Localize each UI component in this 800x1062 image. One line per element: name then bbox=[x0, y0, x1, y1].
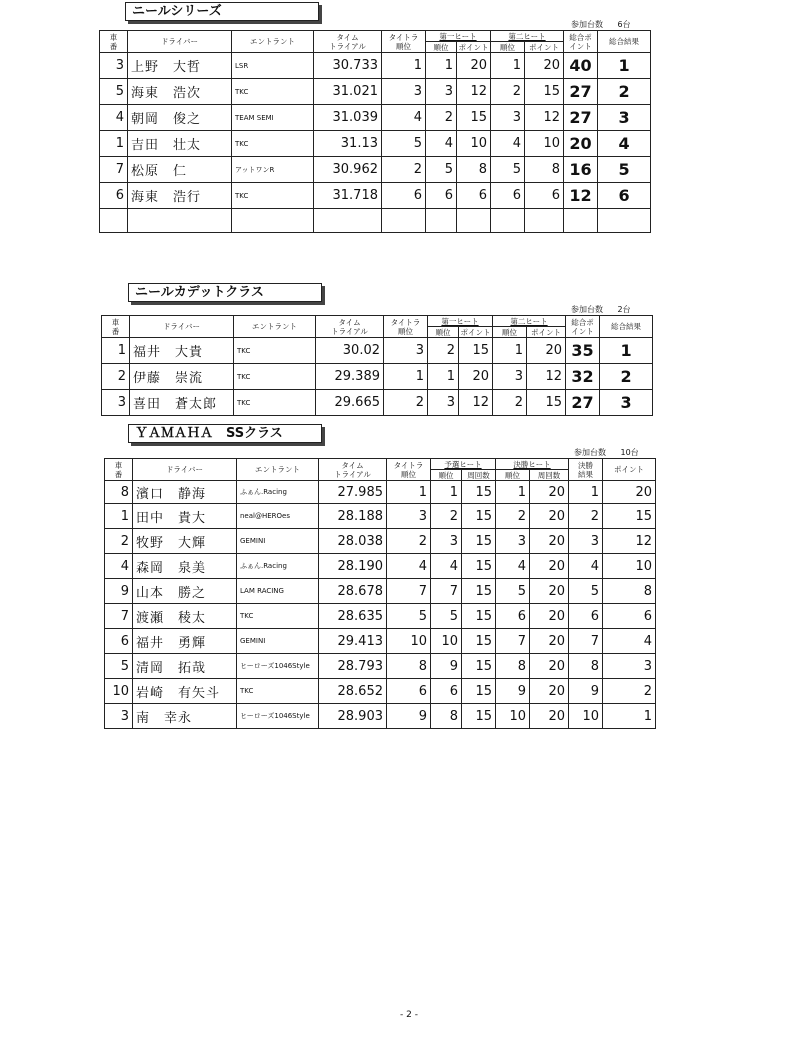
header-heat-2-value: 周回数 bbox=[530, 470, 569, 481]
driver-name-cell: 南 幸永 bbox=[133, 704, 237, 729]
heat-2-rank-cell: 4 bbox=[496, 554, 530, 579]
tt-rank-cell: 5 bbox=[382, 131, 426, 157]
result-cell: 2 bbox=[603, 679, 656, 704]
header-heat-1-value: 周回数 bbox=[462, 470, 496, 481]
empty-cell bbox=[525, 209, 564, 233]
header-car-number: 車 番 bbox=[105, 459, 133, 481]
heat-1-rank-cell: 2 bbox=[426, 105, 457, 131]
table-row bbox=[102, 338, 653, 364]
header-driver: ドライバー bbox=[128, 31, 232, 53]
header-heat-1: 予選ヒート bbox=[431, 459, 496, 470]
heat-1-rank-cell: 8 bbox=[431, 704, 462, 729]
entry-count-value: 10台 bbox=[620, 448, 639, 457]
header-car-number: 車 番 bbox=[100, 31, 128, 53]
heat-1-value-cell: 15 bbox=[462, 529, 496, 554]
table-row bbox=[105, 604, 656, 629]
empty-row bbox=[100, 209, 651, 233]
heat-1-value-cell: 15 bbox=[457, 105, 491, 131]
time-trial-cell: 28.903 bbox=[319, 704, 387, 729]
time-trial-cell: 31.718 bbox=[314, 183, 382, 209]
table-row bbox=[105, 554, 656, 579]
heat-2-rank-cell: 2 bbox=[493, 390, 527, 416]
tt-rank-cell: 3 bbox=[387, 504, 431, 529]
total-cell: 16 bbox=[564, 157, 598, 183]
heat-2-rank-cell: 6 bbox=[496, 604, 530, 629]
header-heat-2: 決勝ヒート bbox=[496, 459, 569, 470]
driver-name-cell: 吉田 壮太 bbox=[128, 131, 232, 157]
entry-count-label: 参加台数 bbox=[574, 448, 606, 457]
car-number-cell: 8 bbox=[105, 481, 133, 504]
header-tt-rank: タイトラ 順位 bbox=[387, 459, 431, 481]
entry-count bbox=[571, 19, 631, 30]
header-heat-1-rank: 順位 bbox=[431, 470, 462, 481]
entry-count-value: 6台 bbox=[617, 20, 631, 29]
total-cell: 4 bbox=[569, 554, 603, 579]
entrant-cell: LAM RACING bbox=[237, 579, 319, 604]
heat-1-rank-cell: 7 bbox=[431, 579, 462, 604]
entrant-cell: GEMINI bbox=[237, 529, 319, 554]
tt-rank-cell: 3 bbox=[384, 338, 428, 364]
car-number-cell: 7 bbox=[100, 157, 128, 183]
car-number-cell: 3 bbox=[100, 53, 128, 79]
tt-rank-cell: 8 bbox=[387, 654, 431, 679]
result-cell: 1 bbox=[598, 53, 651, 79]
header-entrant: エントラント bbox=[234, 316, 316, 338]
entrant-cell: TKC bbox=[237, 604, 319, 629]
empty-cell bbox=[232, 209, 314, 233]
heat-1-value-cell: 15 bbox=[462, 704, 496, 729]
empty-cell bbox=[382, 209, 426, 233]
entry-count-label: 参加台数 bbox=[571, 305, 603, 314]
entry-count bbox=[574, 447, 639, 458]
total-cell: 27 bbox=[564, 79, 598, 105]
entrant-cell: TKC bbox=[234, 338, 316, 364]
tt-rank-cell: 2 bbox=[382, 157, 426, 183]
total-cell: 7 bbox=[569, 629, 603, 654]
time-trial-cell: 30.733 bbox=[314, 53, 382, 79]
driver-name-cell: 海東 浩行 bbox=[128, 183, 232, 209]
heat-2-value-cell: 20 bbox=[530, 529, 569, 554]
heat-1-rank-cell: 5 bbox=[431, 604, 462, 629]
page-number: - 2 - bbox=[400, 1010, 418, 1020]
heat-2-rank-cell: 2 bbox=[491, 79, 525, 105]
time-trial-cell: 31.021 bbox=[314, 79, 382, 105]
driver-name-cell: 清岡 拓哉 bbox=[133, 654, 237, 679]
car-number-cell: 3 bbox=[102, 390, 130, 416]
tt-rank-cell: 3 bbox=[382, 79, 426, 105]
heat-1-value-cell: 15 bbox=[462, 579, 496, 604]
heat-1-value-cell: 8 bbox=[457, 157, 491, 183]
result-cell: 10 bbox=[603, 554, 656, 579]
table-row bbox=[100, 53, 651, 79]
section-title: ニールシリーズ bbox=[125, 2, 319, 21]
car-number-cell: 1 bbox=[100, 131, 128, 157]
header-time-trial: タイム トライアル bbox=[314, 31, 382, 53]
driver-name-cell: 伊藤 崇流 bbox=[130, 364, 234, 390]
heat-2-value-cell: 20 bbox=[530, 654, 569, 679]
heat-2-rank-cell: 2 bbox=[496, 504, 530, 529]
tt-rank-cell: 4 bbox=[387, 554, 431, 579]
heat-1-value-cell: 15 bbox=[462, 629, 496, 654]
header-heat-2-rank: 順位 bbox=[493, 327, 527, 338]
header-heat-2-rank: 順位 bbox=[496, 470, 530, 481]
heat-1-value-cell: 15 bbox=[462, 679, 496, 704]
empty-cell bbox=[598, 209, 651, 233]
table-row bbox=[105, 481, 656, 504]
header-heat-1-value: ポイント bbox=[457, 42, 491, 53]
header-total: 総合ポ イント bbox=[566, 316, 600, 338]
table-row bbox=[100, 131, 651, 157]
header-heat-2: 第二ヒート bbox=[493, 316, 566, 327]
heat-2-value-cell: 15 bbox=[525, 79, 564, 105]
heat-1-value-cell: 20 bbox=[459, 364, 493, 390]
time-trial-cell: 29.665 bbox=[316, 390, 384, 416]
driver-name-cell: 山本 勝之 bbox=[133, 579, 237, 604]
result-cell: 12 bbox=[603, 529, 656, 554]
heat-2-value-cell: 20 bbox=[530, 481, 569, 504]
header-entrant: エントラント bbox=[232, 31, 314, 53]
total-cell: 27 bbox=[564, 105, 598, 131]
table-row bbox=[105, 654, 656, 679]
car-number-cell: 5 bbox=[105, 654, 133, 679]
heat-2-value-cell: 20 bbox=[530, 554, 569, 579]
result-cell: 2 bbox=[598, 79, 651, 105]
heat-1-value-cell: 15 bbox=[462, 554, 496, 579]
result-cell: 4 bbox=[598, 131, 651, 157]
result-cell: 20 bbox=[603, 481, 656, 504]
empty-cell bbox=[457, 209, 491, 233]
header-heat-1-rank: 順位 bbox=[426, 42, 457, 53]
heat-1-rank-cell: 10 bbox=[431, 629, 462, 654]
heat-1-rank-cell: 5 bbox=[426, 157, 457, 183]
driver-name-cell: 渡瀬 稜太 bbox=[133, 604, 237, 629]
results-table-yamaha-ss bbox=[104, 458, 656, 729]
driver-name-cell: 松原 仁 bbox=[128, 157, 232, 183]
empty-cell bbox=[564, 209, 598, 233]
driver-name-cell: 福井 大貴 bbox=[130, 338, 234, 364]
entrant-cell: TKC bbox=[234, 364, 316, 390]
entry-count-value: 2台 bbox=[617, 305, 631, 314]
result-cell: 1 bbox=[600, 338, 653, 364]
entrant-cell: TKC bbox=[237, 679, 319, 704]
result-cell: 8 bbox=[603, 579, 656, 604]
car-number-cell: 10 bbox=[105, 679, 133, 704]
heat-1-rank-cell: 6 bbox=[426, 183, 457, 209]
heat-1-rank-cell: 6 bbox=[431, 679, 462, 704]
time-trial-cell: 28.793 bbox=[319, 654, 387, 679]
heat-1-value-cell: 12 bbox=[459, 390, 493, 416]
heat-1-value-cell: 12 bbox=[457, 79, 491, 105]
heat-1-rank-cell: 4 bbox=[426, 131, 457, 157]
heat-1-rank-cell: 2 bbox=[431, 504, 462, 529]
header-driver: ドライバー bbox=[130, 316, 234, 338]
time-trial-cell: 28.678 bbox=[319, 579, 387, 604]
total-cell: 6 bbox=[569, 604, 603, 629]
heat-2-rank-cell: 3 bbox=[493, 364, 527, 390]
heat-2-rank-cell: 3 bbox=[496, 529, 530, 554]
entrant-cell: ふぁん.Racing bbox=[237, 481, 319, 504]
table-row bbox=[102, 390, 653, 416]
entrant-cell: TEAM SEMI bbox=[232, 105, 314, 131]
header-time-trial: タイム トライアル bbox=[319, 459, 387, 481]
header-heat-2: 第二ヒート bbox=[491, 31, 564, 42]
heat-2-value-cell: 15 bbox=[527, 390, 566, 416]
tt-rank-cell: 7 bbox=[387, 579, 431, 604]
heat-1-rank-cell: 1 bbox=[428, 364, 459, 390]
result-cell: 3 bbox=[603, 654, 656, 679]
heat-2-value-cell: 12 bbox=[525, 105, 564, 131]
car-number-cell: 1 bbox=[102, 338, 130, 364]
total-cell: 40 bbox=[564, 53, 598, 79]
heat-1-value-cell: 15 bbox=[462, 604, 496, 629]
result-cell: 4 bbox=[603, 629, 656, 654]
car-number-cell: 6 bbox=[105, 629, 133, 654]
result-cell: 3 bbox=[598, 105, 651, 131]
total-cell: 3 bbox=[569, 529, 603, 554]
car-number-cell: 4 bbox=[105, 554, 133, 579]
heat-1-rank-cell: 3 bbox=[426, 79, 457, 105]
heat-1-value-cell: 10 bbox=[457, 131, 491, 157]
total-cell: 8 bbox=[569, 654, 603, 679]
header-total: 決勝 結果 bbox=[569, 459, 603, 481]
table-row bbox=[105, 679, 656, 704]
entrant-cell: アットワンR bbox=[232, 157, 314, 183]
heat-2-value-cell: 20 bbox=[530, 604, 569, 629]
time-trial-cell: 30.02 bbox=[316, 338, 384, 364]
table-row bbox=[105, 579, 656, 604]
time-trial-cell: 29.413 bbox=[319, 629, 387, 654]
heat-1-value-cell: 15 bbox=[462, 481, 496, 504]
table-row bbox=[105, 504, 656, 529]
table-row bbox=[105, 629, 656, 654]
heat-1-value-cell: 15 bbox=[462, 504, 496, 529]
result-cell: 2 bbox=[600, 364, 653, 390]
heat-1-rank-cell: 9 bbox=[431, 654, 462, 679]
car-number-cell: 7 bbox=[105, 604, 133, 629]
result-cell: 1 bbox=[603, 704, 656, 729]
empty-cell bbox=[100, 209, 128, 233]
table-row bbox=[105, 529, 656, 554]
tt-rank-cell: 1 bbox=[382, 53, 426, 79]
table-row bbox=[102, 364, 653, 390]
heat-1-value-cell: 20 bbox=[457, 53, 491, 79]
result-cell: 15 bbox=[603, 504, 656, 529]
heat-1-rank-cell: 1 bbox=[426, 53, 457, 79]
heat-1-value-cell: 15 bbox=[459, 338, 493, 364]
table-row bbox=[100, 79, 651, 105]
heat-1-rank-cell: 3 bbox=[428, 390, 459, 416]
time-trial-cell: 31.13 bbox=[314, 131, 382, 157]
header-heat-2-value: ポイント bbox=[525, 42, 564, 53]
entry-count bbox=[571, 304, 631, 315]
header-total: 総合ポ イント bbox=[564, 31, 598, 53]
time-trial-cell: 31.039 bbox=[314, 105, 382, 131]
time-trial-cell: 28.635 bbox=[319, 604, 387, 629]
empty-cell bbox=[314, 209, 382, 233]
entrant-cell: LSR bbox=[232, 53, 314, 79]
tt-rank-cell: 1 bbox=[387, 481, 431, 504]
heat-2-value-cell: 20 bbox=[527, 338, 566, 364]
section-title: ニールカデットクラス bbox=[128, 283, 322, 302]
heat-2-value-cell: 20 bbox=[530, 579, 569, 604]
driver-name-cell: 濱口 静海 bbox=[133, 481, 237, 504]
car-number-cell: 6 bbox=[100, 183, 128, 209]
entrant-cell: ヒーローズ1046Style bbox=[237, 654, 319, 679]
total-cell: 12 bbox=[564, 183, 598, 209]
tt-rank-cell: 6 bbox=[382, 183, 426, 209]
car-number-cell: 9 bbox=[105, 579, 133, 604]
time-trial-cell: 28.652 bbox=[319, 679, 387, 704]
header-driver: ドライバー bbox=[133, 459, 237, 481]
heat-2-rank-cell: 1 bbox=[493, 338, 527, 364]
driver-name-cell: 岩崎 有矢斗 bbox=[133, 679, 237, 704]
time-trial-cell: 27.985 bbox=[319, 481, 387, 504]
header-heat-2-value: ポイント bbox=[527, 327, 566, 338]
table-row bbox=[100, 183, 651, 209]
heat-1-rank-cell: 1 bbox=[431, 481, 462, 504]
header-tt-rank: タイトラ 順位 bbox=[384, 316, 428, 338]
driver-name-cell: 福井 勇輝 bbox=[133, 629, 237, 654]
car-number-cell: 2 bbox=[105, 529, 133, 554]
tt-rank-cell: 9 bbox=[387, 704, 431, 729]
car-number-cell: 2 bbox=[102, 364, 130, 390]
result-cell: 6 bbox=[598, 183, 651, 209]
header-result: ポイント bbox=[603, 459, 656, 481]
heat-2-value-cell: 12 bbox=[527, 364, 566, 390]
heat-2-rank-cell: 3 bbox=[491, 105, 525, 131]
heat-2-rank-cell: 5 bbox=[496, 579, 530, 604]
total-cell: 35 bbox=[566, 338, 600, 364]
tt-rank-cell: 2 bbox=[387, 529, 431, 554]
header-car-number: 車 番 bbox=[102, 316, 130, 338]
empty-cell bbox=[128, 209, 232, 233]
header-heat-1: 第一ヒート bbox=[428, 316, 493, 327]
total-cell: 20 bbox=[564, 131, 598, 157]
empty-cell bbox=[491, 209, 525, 233]
entrant-cell: TKC bbox=[232, 79, 314, 105]
heat-2-value-cell: 20 bbox=[530, 704, 569, 729]
empty-cell bbox=[426, 209, 457, 233]
entrant-cell: GEMINI bbox=[237, 629, 319, 654]
result-cell: 6 bbox=[603, 604, 656, 629]
time-trial-cell: 28.190 bbox=[319, 554, 387, 579]
result-cell: 3 bbox=[600, 390, 653, 416]
heat-2-value-cell: 20 bbox=[530, 679, 569, 704]
heat-2-rank-cell: 10 bbox=[496, 704, 530, 729]
time-trial-cell: 29.389 bbox=[316, 364, 384, 390]
header-heat-1-value: ポイント bbox=[459, 327, 493, 338]
tt-rank-cell: 2 bbox=[384, 390, 428, 416]
driver-name-cell: 朝岡 俊之 bbox=[128, 105, 232, 131]
driver-name-cell: 森岡 泉美 bbox=[133, 554, 237, 579]
tt-rank-cell: 1 bbox=[384, 364, 428, 390]
heat-2-value-cell: 10 bbox=[525, 131, 564, 157]
heat-2-rank-cell: 9 bbox=[496, 679, 530, 704]
total-cell: 1 bbox=[569, 481, 603, 504]
heat-1-rank-cell: 2 bbox=[428, 338, 459, 364]
time-trial-cell: 30.962 bbox=[314, 157, 382, 183]
heat-2-value-cell: 20 bbox=[530, 629, 569, 654]
heat-2-value-cell: 8 bbox=[525, 157, 564, 183]
header-heat-1-rank: 順位 bbox=[428, 327, 459, 338]
entrant-cell: TKC bbox=[232, 183, 314, 209]
heat-2-rank-cell: 5 bbox=[491, 157, 525, 183]
driver-name-cell: 喜田 蒼太郎 bbox=[130, 390, 234, 416]
total-cell: 5 bbox=[569, 579, 603, 604]
table-row bbox=[100, 157, 651, 183]
entrant-cell: TKC bbox=[232, 131, 314, 157]
section-title: ＹＡＭＡＨＡ SSクラス bbox=[128, 424, 322, 443]
total-cell: 2 bbox=[569, 504, 603, 529]
entrant-cell: neal@HEROes bbox=[237, 504, 319, 529]
driver-name-cell: 牧野 大輝 bbox=[133, 529, 237, 554]
results-table-neal-series bbox=[99, 30, 651, 233]
total-cell: 9 bbox=[569, 679, 603, 704]
header-heat-1: 第一ヒート bbox=[426, 31, 491, 42]
results-table-neal-cadet bbox=[101, 315, 653, 416]
heat-2-value-cell: 6 bbox=[525, 183, 564, 209]
total-cell: 10 bbox=[569, 704, 603, 729]
entrant-cell: ふぁん.Racing bbox=[237, 554, 319, 579]
heat-2-rank-cell: 4 bbox=[491, 131, 525, 157]
tt-rank-cell: 5 bbox=[387, 604, 431, 629]
heat-2-rank-cell: 6 bbox=[491, 183, 525, 209]
total-cell: 27 bbox=[566, 390, 600, 416]
header-result: 総合結果 bbox=[598, 31, 651, 53]
car-number-cell: 4 bbox=[100, 105, 128, 131]
header-entrant: エントラント bbox=[237, 459, 319, 481]
tt-rank-cell: 4 bbox=[382, 105, 426, 131]
entrant-cell: ヒーローズ1046Style bbox=[237, 704, 319, 729]
heat-2-value-cell: 20 bbox=[530, 504, 569, 529]
result-cell: 5 bbox=[598, 157, 651, 183]
header-heat-2-rank: 順位 bbox=[491, 42, 525, 53]
car-number-cell: 3 bbox=[105, 704, 133, 729]
heat-1-rank-cell: 3 bbox=[431, 529, 462, 554]
heat-2-rank-cell: 8 bbox=[496, 654, 530, 679]
header-tt-rank: タイトラ 順位 bbox=[382, 31, 426, 53]
table-row bbox=[100, 105, 651, 131]
header-result: 総合結果 bbox=[600, 316, 653, 338]
entrant-cell: TKC bbox=[234, 390, 316, 416]
car-number-cell: 5 bbox=[100, 79, 128, 105]
driver-name-cell: 上野 大哲 bbox=[128, 53, 232, 79]
time-trial-cell: 28.038 bbox=[319, 529, 387, 554]
heat-1-value-cell: 15 bbox=[462, 654, 496, 679]
heat-2-value-cell: 20 bbox=[525, 53, 564, 79]
tt-rank-cell: 10 bbox=[387, 629, 431, 654]
heat-1-value-cell: 6 bbox=[457, 183, 491, 209]
tt-rank-cell: 6 bbox=[387, 679, 431, 704]
heat-1-rank-cell: 4 bbox=[431, 554, 462, 579]
heat-2-rank-cell: 1 bbox=[491, 53, 525, 79]
heat-2-rank-cell: 7 bbox=[496, 629, 530, 654]
heat-2-rank-cell: 1 bbox=[496, 481, 530, 504]
time-trial-cell: 28.188 bbox=[319, 504, 387, 529]
total-cell: 32 bbox=[566, 364, 600, 390]
header-time-trial: タイム トライアル bbox=[316, 316, 384, 338]
driver-name-cell: 海東 浩次 bbox=[128, 79, 232, 105]
car-number-cell: 1 bbox=[105, 504, 133, 529]
entry-count-label: 参加台数 bbox=[571, 20, 603, 29]
table-row bbox=[105, 704, 656, 729]
driver-name-cell: 田中 貴大 bbox=[133, 504, 237, 529]
